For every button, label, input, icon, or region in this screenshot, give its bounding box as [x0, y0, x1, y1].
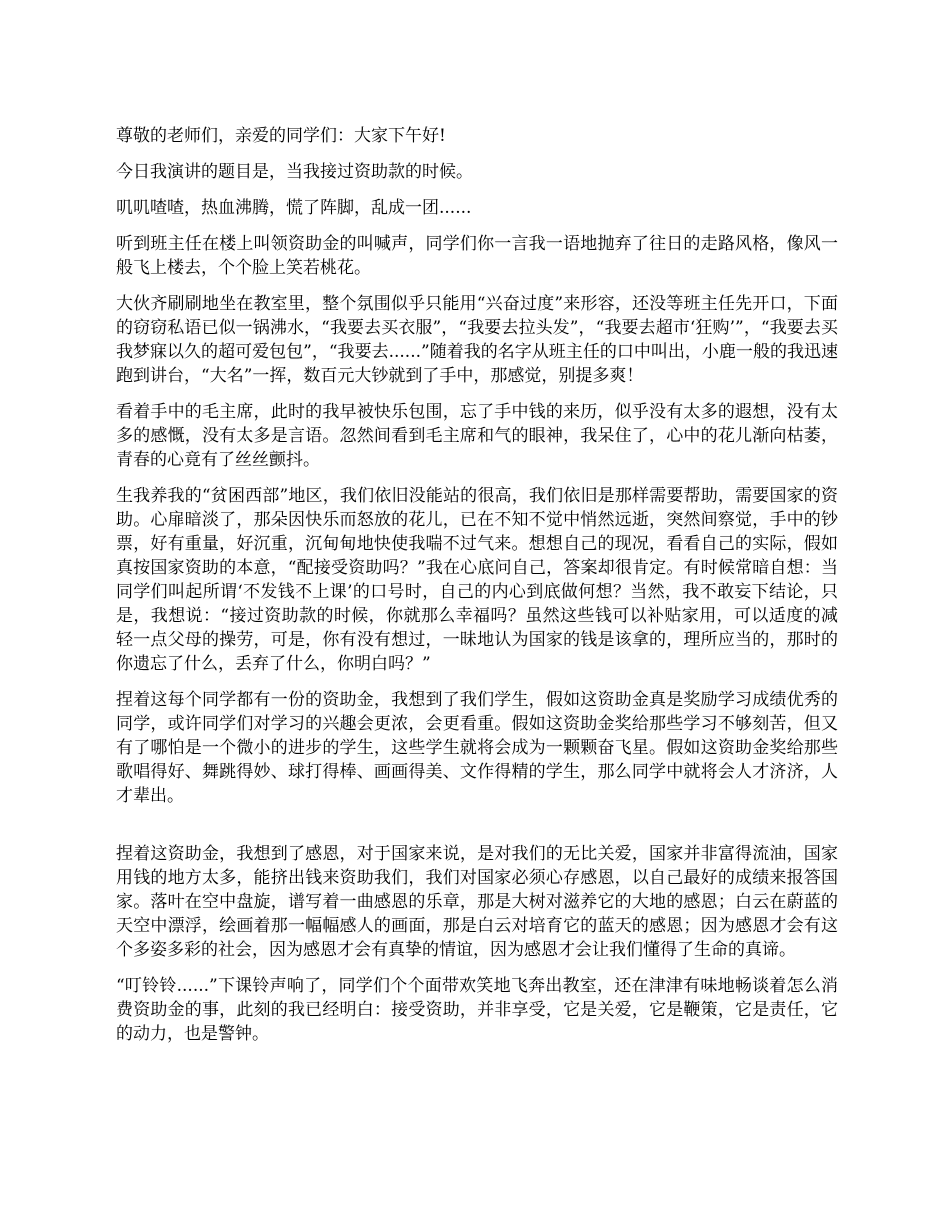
closing-paragraph: “叮铃铃......”下课铃声响了，同学们个个面带欢笑地飞奔出教室，还在津津有味地畅谈着怎么消费资助金的事，此刻的我已经明白：接受资助，并非享受，它是关爱，它是鞭策，它是责任，它的动力，也是警钟。	[116, 976, 838, 1044]
greeting-paragraph: 尊敬的老师们，亲爱的同学们：大家下午好!	[116, 126, 446, 146]
topic-paragraph: 今日我演讲的题目是，当我接过资助款的时候。	[116, 162, 473, 182]
paragraph-9: 捏着这资助金，我想到了感恩，对于国家来说，是对我们的无比关爱，国家并非富得流油，国家用钱的地方太多，能挤出钱来资助我们，我们对国家必须心存感恩，以自己最好的成绩来报答国家。落叶在空中盘旋，谱写着一曲感恩的乐章，那是大树对滋养它的大地的感恩；白云在蔚蓝的天空中漂浮，绘画着那一幅幅感人的画面，那是白云对培育它的蓝天的感恩；因为感恩才会有这个多姿多彩的社会，因为感恩才会有真挚的情谊，因为感恩才会让我们懂得了生命的真谛。	[116, 844, 838, 960]
paragraph-4: 听到班主任在楼上叫领资助金的叫喊声，同学们你一言我一语地抛弃了往日的走路风格，像风一般飞上楼去，个个脸上笑若桃花。	[116, 234, 838, 278]
paragraph-8: 捏着这每个同学都有一份的资助金，我想到了我们学生，假如这资助金真是奖励学习成绩优秀的同学，或许同学们对学习的兴趣会更浓，会更看重。假如这资助金奖给那些学习不够刻苦，但又有了哪怕是一个微小的进步的学生，这些学生就将会成为一颗颗奋飞星。假如这资助金奖给那些歌唱得好、舞跳得妙、球打得棒、画画得美、文作得精的学生，那么同学中就将会人才济济，人才辈出。	[116, 690, 838, 806]
paragraph-7: 生我养我的“贫困西部”地区，我们依旧没能站的很高，我们依旧是那样需要帮助，需要国家的资助。心扉暗淡了，那朵因快乐而怒放的花儿，已在不知不觉中悄然远逝，突然间察觉，手中的钞票，好有重量，好沉重，沉甸甸地快使我喘不过气来。想想自己的现况，看看自己的实际，假如真按国家资助的本意，“配接受资助吗？”我在心底问自己，答案却很肯定。有时候常暗自想：当同学们叫起所谓‘不发钱不上课’的口号时，自己的内心到底做何想？当然，我不敢妄下结论，只是，我想说：“接过资助款的时候，你就那么幸福吗？虽然这些钱可以补贴家用，可以适度的减轻一点父母的操劳，可是，你有没有想过，一昧地认为国家的钱是该拿的，理所应当的，那时的你遗忘了什么，丢弃了什么，你明白吗？”	[116, 486, 838, 674]
document-body	[116, 124, 838, 1058]
paragraph-5: 大伙齐刷刷地坐在教室里，整个氛围似乎只能用“兴奋过度”来形容，还没等班主任先开口，下面的窃窃私语已似一锅沸水，“我要去买衣服”，“我要去拉头发”，“我要去超市‘狂购’”，“我要去买我梦寐以久的超可爱包包”，“我要去......”随着我的名字从班主任的口中叫出，小鹿一般的我迅速跑到讲台，“大名”一挥，数百元大钞就到了手中，那感觉，别提多爽！	[116, 294, 838, 386]
paragraph-6: 看着手中的毛主席，此时的我早被快乐包围，忘了手中钱的来历，似乎没有太多的遐想，没有太多的感慨，没有太多是言语。忽然间看到毛主席和气的眼神，我呆住了，心中的花儿渐向枯萎，青春的心竟有了丝丝颤抖。	[116, 402, 838, 470]
paragraph-3: 叽叽喳喳，热血沸腾，慌了阵脚，乱成一团......	[116, 198, 472, 218]
